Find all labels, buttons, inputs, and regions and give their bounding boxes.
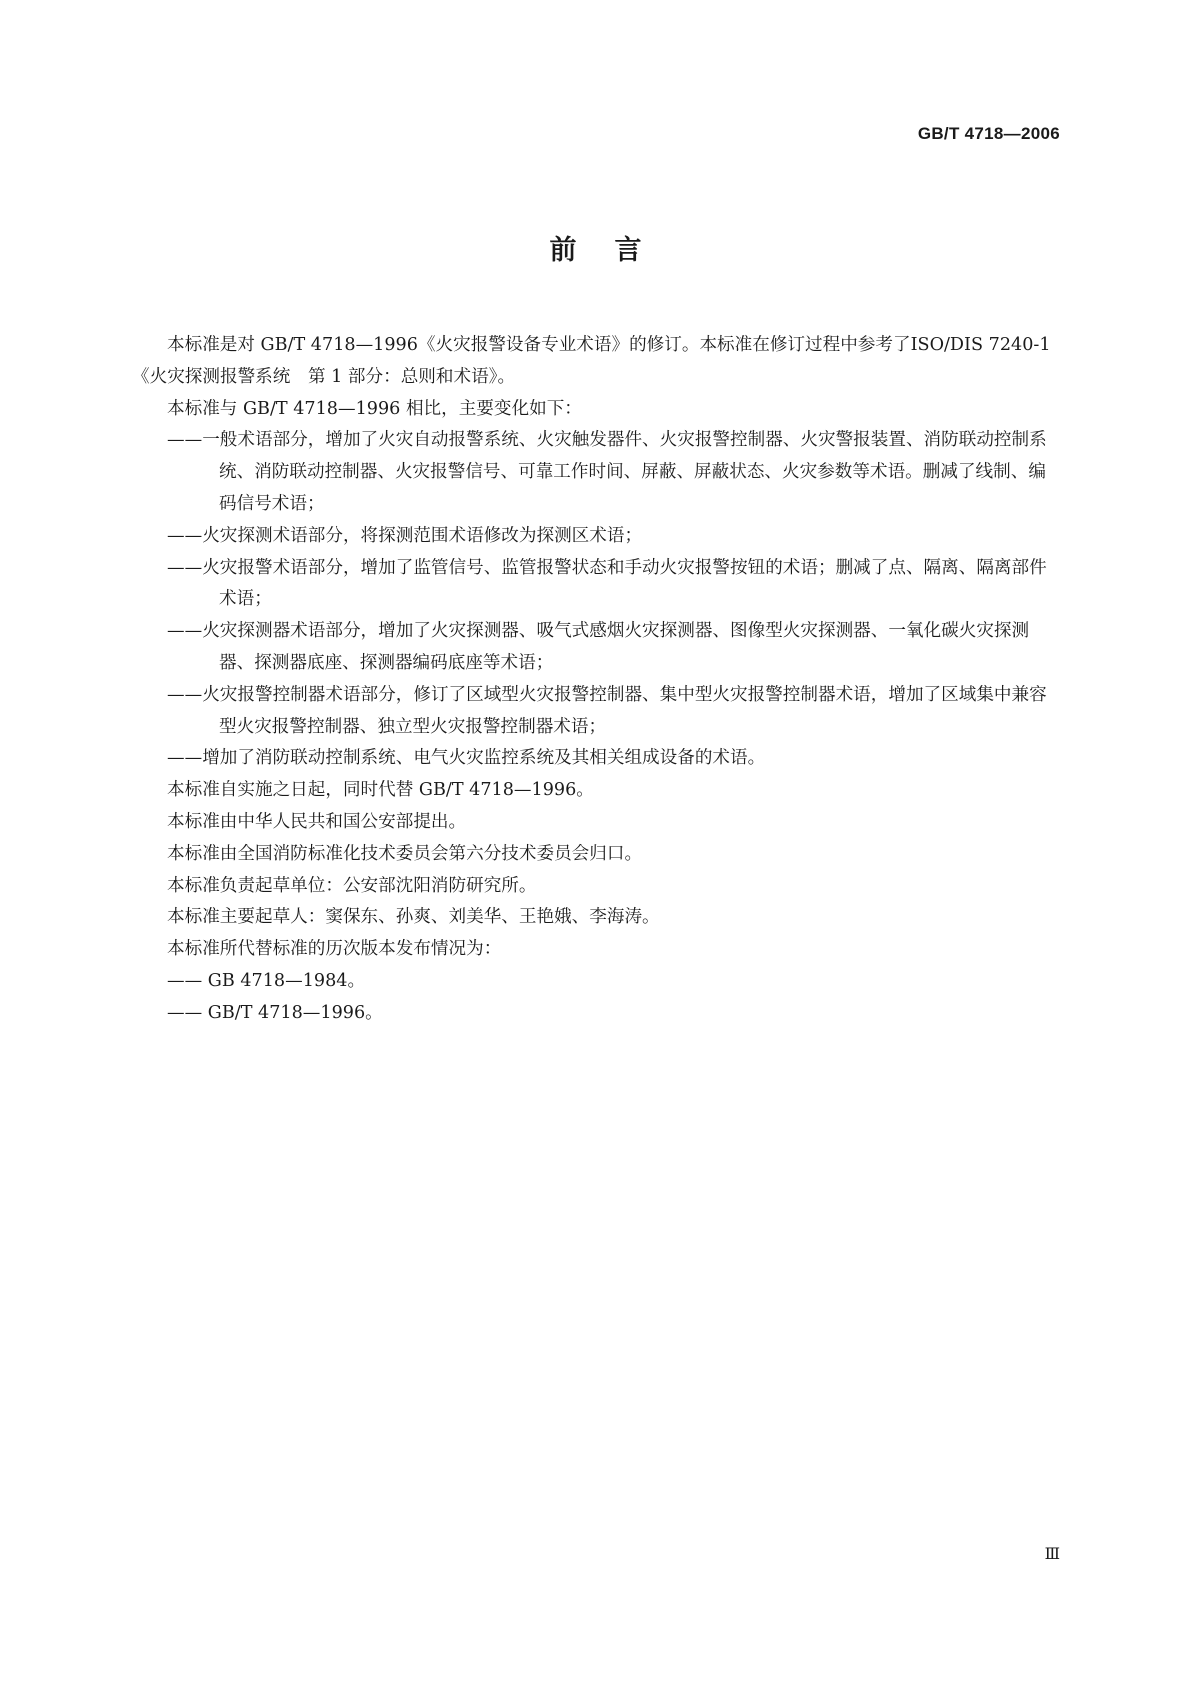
- paragraph-proposer: 本标准由中华人民共和国公安部提出。: [167, 811, 467, 832]
- page-number: Ⅲ: [1044, 1546, 1060, 1563]
- change-item-control-panel-terms: ——火灾报警控制器术语部分，修订了区域型火灾报警控制器、集中型火灾报警控制器术语，增加了区域集中兼容型火灾报警控制器、独立型火灾报警控制器术语；: [167, 684, 1047, 737]
- paragraph-drafting-unit: 本标准负责起草单位：公安部沈阳消防研究所。: [167, 875, 537, 896]
- paragraph-history-lead: 本标准所代替标准的历次版本发布情况为：: [167, 939, 502, 960]
- paragraph-replaces: 本标准自实施之日起，同时代替 GB/T 4718—1996。: [167, 780, 594, 801]
- change-item-detection-terms: ——火灾探测术语部分，将探测范围术语修改为探测区术语；: [167, 525, 643, 546]
- standard-code: GB/T 4718—2006: [917, 124, 1060, 143]
- change-item-detector-terms: ——火灾探测器术语部分，增加了火灾探测器、吸气式感烟火灾探测器、图像型火灾探测器、一氧化碳火灾探测器、探测器底座、探测器编码底座等术语；: [167, 621, 1030, 673]
- paragraph-intro: 本标准是对 GB/T 4718—1996《火灾报警设备专业术语》的修订。本标准在修订过程中参考了ISO/DIS 7240-1《火灾探测报警系统 第 1 部分：总则和术语》。: [132, 335, 1051, 387]
- paragraph-committee: 本标准由全国消防标准化技术委员会第六分技术委员会归口。: [167, 843, 643, 864]
- history-item-1984: —— GB 4718—1984。: [167, 970, 366, 991]
- paragraph-changes-lead: 本标准与 GB/T 4718—1996 相比，主要变化如下：: [167, 398, 582, 419]
- document-body: [132, 330, 1060, 1030]
- page-title: 前言: [549, 235, 680, 266]
- paragraph-drafters: 本标准主要起草人：窦保东、孙爽、刘美华、王艳娥、李海涛。: [167, 907, 660, 928]
- change-item-general-terms: ——一般术语部分，增加了火灾自动报警系统、火灾触发器件、火灾报警控制器、火灾警报装置、消防联动控制系统、消防联动控制器、火灾报警信号、可靠工作时间、屏蔽、屏蔽状态、火灾参数等术语。删减了线制、编码信号术语；: [167, 430, 1047, 514]
- history-item-1996: —— GB/T 4718—1996。: [167, 1002, 383, 1023]
- change-item-linkage-terms: ——增加了消防联动控制系统、电气火灾监控系统及其相关组成设备的术语。: [167, 748, 766, 769]
- change-item-alarm-terms: ——火灾报警术语部分，增加了监管信号、监管报警状态和手动火灾报警按钮的术语；删减了点、隔离、隔离部件术语；: [167, 557, 1047, 610]
